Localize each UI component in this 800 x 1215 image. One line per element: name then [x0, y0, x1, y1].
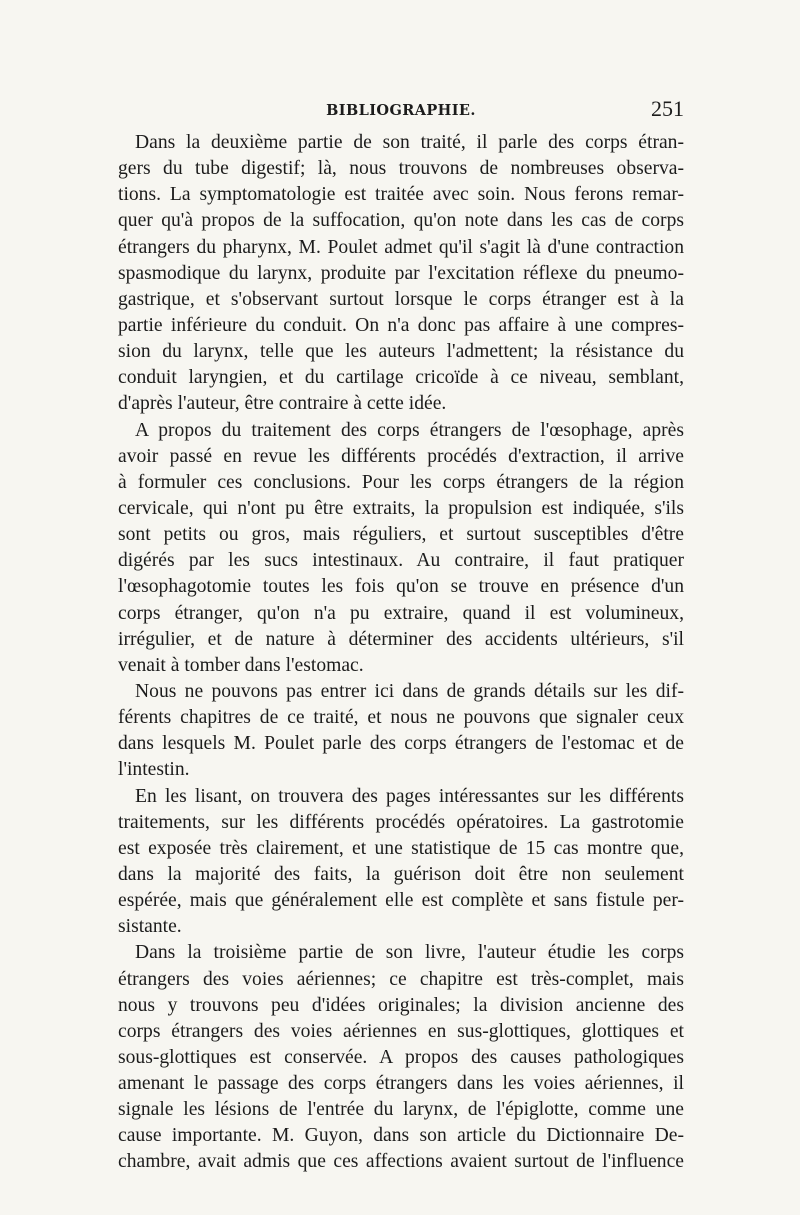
text-line: sion du larynx, telle que les auteurs l'admettent; la résistance du — [118, 341, 684, 363]
text-line: venait à tomber dans l'estomac. — [118, 654, 364, 676]
text-line: conduit laryngien, et du cartilage cricoïde à ce niveau, semblant, — [118, 367, 684, 389]
text-line: d'après l'auteur, être contraire à cette idée. — [118, 393, 447, 415]
text-line: signale les lésions de l'entrée du larynx, de l'épiglotte, comme une — [118, 1099, 684, 1121]
text-line: cervicale, qui n'ont pu être extraits, la propulsion est indiquée, s'ils — [118, 497, 684, 519]
text-line: l'œsophagotomie toutes les fois qu'on se trouve en présence d'un — [118, 576, 684, 598]
text-line: espérée, mais que généralement elle est complète et sans fistule per- — [118, 890, 684, 912]
text-line: à formuler ces conclusions. Pour les corps étrangers de la région — [118, 471, 684, 493]
text-line: nous y trouvons peu d'idées originales; la division ancienne des — [118, 994, 684, 1016]
text-line: dans la majorité des faits, la guérison doit être non seulement — [118, 863, 684, 885]
text-line: férents chapitres de ce traité, et nous ne pouvons que signaler ceux — [118, 707, 684, 729]
text-line: corps étrangers des voies aériennes en sus-glottiques, glottiques et — [118, 1020, 684, 1042]
text-line: amenant le passage des corps étrangers dans les voies aériennes, il — [118, 1073, 684, 1095]
text-line: En les lisant, on trouvera des pages intéressantes sur les différents — [135, 785, 684, 807]
text-line: gers du tube digestif; là, nous trouvons de nombreuses observa- — [118, 158, 684, 180]
text-line: gastrique, et s'observant surtout lorsque le corps étranger est à la — [118, 288, 684, 310]
page-number: 251 — [651, 96, 684, 121]
text-line: partie inférieure du conduit. On n'a donc pas affaire à une compres- — [118, 314, 684, 336]
running-title: BIBLIOGRAPHIE. — [326, 102, 476, 119]
text-line: traitements, sur les différents procédés opératoires. La gastrotomie — [118, 811, 684, 833]
text-line: A propos du traitement des corps étrangers de l'œsophage, après — [135, 419, 684, 441]
text-line: corps étranger, qu'on n'a pu extraire, quand il est volumineux, — [118, 602, 684, 624]
text-line: l'intestin. — [118, 759, 190, 781]
text-line: digérés par les sucs intestinaux. Au contraire, il faut pratiquer — [118, 550, 684, 572]
text-line: cause importante. M. Guyon, dans son article du Dictionnaire De- — [118, 1125, 684, 1147]
text-line: spasmodique du larynx, produite par l'excitation réflexe du pneumo- — [118, 262, 684, 284]
text-line: quer qu'à propos de la suffocation, qu'on note dans les cas de corps — [118, 210, 684, 232]
text-line: sont petits ou gros, mais réguliers, et surtout susceptibles d'être — [118, 524, 684, 546]
text-line: Nous ne pouvons pas entrer ici dans de grands détails sur les dif- — [135, 680, 684, 702]
text-line: est exposée très clairement, et une statistique de 15 cas montre que, — [118, 837, 684, 859]
text-line: étrangers des voies aériennes; ce chapitre est très-complet, mais — [118, 968, 684, 990]
text-line: dans lesquels M. Poulet parle des corps étrangers de l'estomac et de — [118, 733, 684, 755]
text-line: Dans la deuxième partie de son traité, il parle des corps étran- — [135, 132, 684, 153]
text-line: avoir passé en revue les différents procédés d'extraction, il arrive — [118, 445, 684, 467]
text-line: étrangers du pharynx, M. Poulet admet qu'il s'agit là d'une contraction — [118, 236, 684, 258]
text-line: sistante. — [118, 916, 182, 938]
body-text — [118, 130, 684, 1176]
text-line: Dans la troisième partie de son livre, l'auteur étudie les corps — [135, 942, 684, 964]
text-line: chambre, avait admis que ces affections avaient surtout de l'influence — [118, 1151, 684, 1173]
running-head — [118, 96, 684, 126]
text-line: irrégulier, et de nature à déterminer des accidents ultérieurs, s'il — [118, 628, 684, 650]
text-line: tions. La symptomatologie est traitée avec soin. Nous ferons remar- — [118, 184, 684, 206]
text-line: sous-glottiques est conservée. A propos des causes pathologiques — [118, 1046, 684, 1068]
